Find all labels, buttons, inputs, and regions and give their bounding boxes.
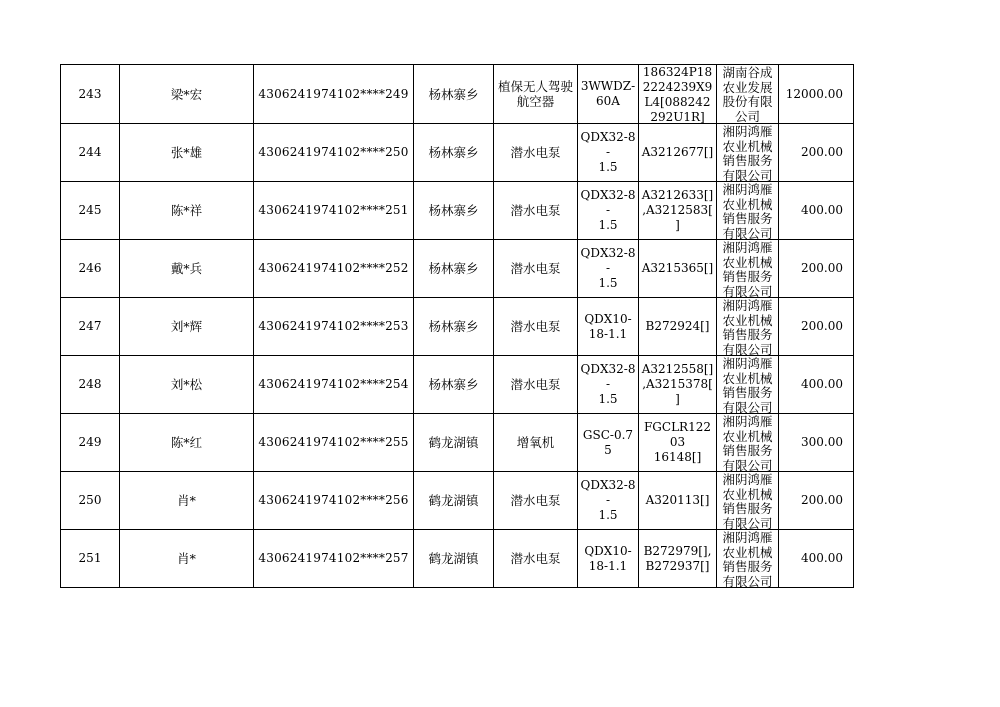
name-cell: 陈*祥: [120, 182, 254, 240]
dealer-cell: 湘阴鸿雁农业机械销售服务有限公司: [717, 298, 779, 356]
category-cell: 增氧机: [494, 414, 578, 472]
serial-cell: A3212633[] ,A3212583[ ]: [639, 182, 717, 240]
category-cell: 潜水电泵: [494, 298, 578, 356]
id-number-cell: 4306241974102****253: [254, 298, 414, 356]
model-cell: QDX32-8- 1.5: [578, 182, 639, 240]
serial-cell: A3215365[]: [639, 240, 717, 298]
category-cell: 潜水电泵: [494, 530, 578, 588]
seq-cell: 251: [61, 530, 120, 588]
model-cell: 3WWDZ- 60A: [578, 65, 639, 124]
table-row: [61, 240, 854, 298]
model-cell: GSC-0.75: [578, 414, 639, 472]
id-number-cell: 4306241974102****250: [254, 124, 414, 182]
id-number-cell: 4306241974102****251: [254, 182, 414, 240]
amount-cell: 200.00: [779, 240, 854, 298]
category-cell: 潜水电泵: [494, 356, 578, 414]
serial-cell: 186324P182224239X9L4[088242292U1R]: [639, 65, 717, 124]
name-cell: 梁*宏: [120, 65, 254, 124]
township-cell: 鹤龙湖镇: [414, 414, 494, 472]
township-cell: 杨林寨乡: [414, 240, 494, 298]
category-cell: 植保无人驾驶航空器: [494, 65, 578, 124]
category-cell: 潜水电泵: [494, 182, 578, 240]
id-number-cell: 4306241974102****255: [254, 414, 414, 472]
township-cell: 杨林寨乡: [414, 298, 494, 356]
township-cell: 杨林寨乡: [414, 65, 494, 124]
id-number-cell: 4306241974102****249: [254, 65, 414, 124]
seq-cell: 247: [61, 298, 120, 356]
serial-cell: A3212677[]: [639, 124, 717, 182]
name-cell: 陈*红: [120, 414, 254, 472]
dealer-cell: 湘阴鸿雁农业机械销售服务有限公司: [717, 182, 779, 240]
amount-cell: 400.00: [779, 182, 854, 240]
amount-cell: 400.00: [779, 530, 854, 588]
table-row: [61, 530, 854, 588]
model-cell: QDX32-8- 1.5: [578, 240, 639, 298]
dealer-cell: 湘阴鸿雁农业机械销售服务有限公司: [717, 124, 779, 182]
amount-cell: 12000.00: [779, 65, 854, 124]
seq-cell: 244: [61, 124, 120, 182]
model-cell: QDX32-8- 1.5: [578, 472, 639, 530]
seq-cell: 248: [61, 356, 120, 414]
amount-cell: 200.00: [779, 472, 854, 530]
amount-cell: 400.00: [779, 356, 854, 414]
table-row: [61, 414, 854, 472]
township-cell: 杨林寨乡: [414, 124, 494, 182]
name-cell: 刘*松: [120, 356, 254, 414]
serial-cell: A320113[]: [639, 472, 717, 530]
dealer-cell: 湘阴鸿雁农业机械销售服务有限公司: [717, 472, 779, 530]
serial-cell: FGCLR12203 16148[]: [639, 414, 717, 472]
category-cell: 潜水电泵: [494, 472, 578, 530]
table-row: [61, 472, 854, 530]
dealer-cell: 湘阴鸿雁农业机械销售服务有限公司: [717, 240, 779, 298]
table-row: [61, 124, 854, 182]
table-body: [61, 65, 854, 588]
category-cell: 潜水电泵: [494, 240, 578, 298]
table-row: [61, 65, 854, 124]
amount-cell: 200.00: [779, 298, 854, 356]
seq-cell: 250: [61, 472, 120, 530]
id-number-cell: 4306241974102****254: [254, 356, 414, 414]
serial-cell: B272924[]: [639, 298, 717, 356]
table-row: [61, 298, 854, 356]
township-cell: 鹤龙湖镇: [414, 530, 494, 588]
seq-cell: 246: [61, 240, 120, 298]
model-cell: QDX32-8- 1.5: [578, 356, 639, 414]
dealer-cell: 湘阴鸿雁农业机械销售服务有限公司: [717, 530, 779, 588]
model-cell: QDX10- 18-1.1: [578, 298, 639, 356]
name-cell: 刘*辉: [120, 298, 254, 356]
category-cell: 潜水电泵: [494, 124, 578, 182]
name-cell: 张*雄: [120, 124, 254, 182]
name-cell: 肖*: [120, 530, 254, 588]
subsidy-table: [60, 64, 854, 588]
id-number-cell: 4306241974102****257: [254, 530, 414, 588]
amount-cell: 300.00: [779, 414, 854, 472]
dealer-cell: 湖南谷成农业发展股份有限公司: [717, 65, 779, 124]
township-cell: 杨林寨乡: [414, 356, 494, 414]
serial-cell: B272979[], B272937[]: [639, 530, 717, 588]
table-row: [61, 356, 854, 414]
table-row: [61, 182, 854, 240]
township-cell: 杨林寨乡: [414, 182, 494, 240]
seq-cell: 245: [61, 182, 120, 240]
model-cell: QDX32-8- 1.5: [578, 124, 639, 182]
amount-cell: 200.00: [779, 124, 854, 182]
seq-cell: 243: [61, 65, 120, 124]
dealer-cell: 湘阴鸿雁农业机械销售服务有限公司: [717, 414, 779, 472]
dealer-cell: 湘阴鸿雁农业机械销售服务有限公司: [717, 356, 779, 414]
name-cell: 肖*: [120, 472, 254, 530]
id-number-cell: 4306241974102****252: [254, 240, 414, 298]
seq-cell: 249: [61, 414, 120, 472]
id-number-cell: 4306241974102****256: [254, 472, 414, 530]
model-cell: QDX10- 18-1.1: [578, 530, 639, 588]
name-cell: 戴*兵: [120, 240, 254, 298]
serial-cell: A3212558[] ,A3215378[ ]: [639, 356, 717, 414]
township-cell: 鹤龙湖镇: [414, 472, 494, 530]
